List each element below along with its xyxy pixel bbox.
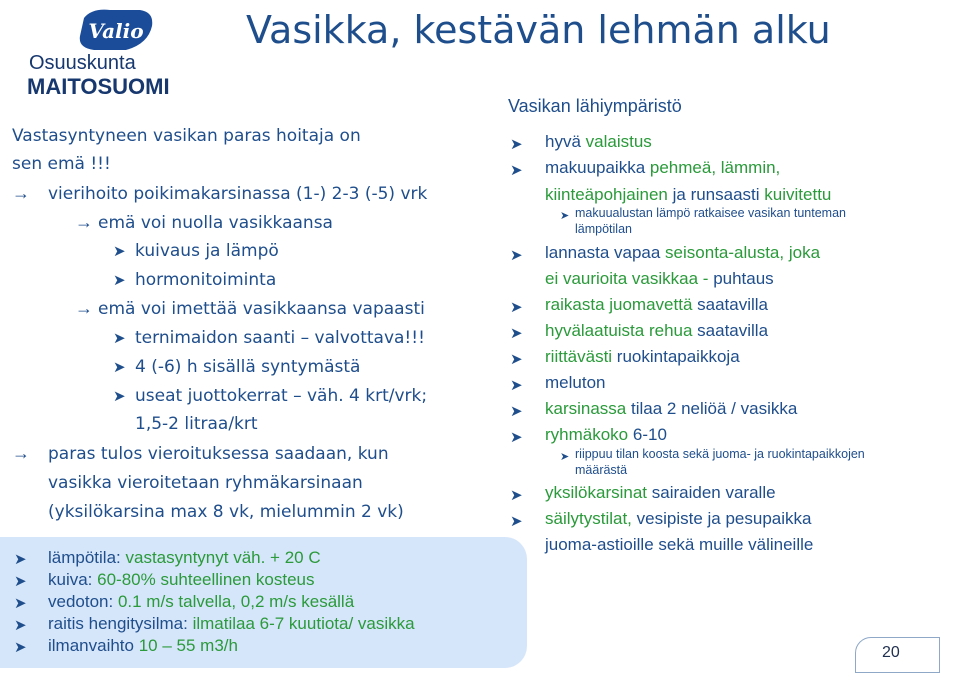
logo-osuuskunta: Osuuskunta xyxy=(29,52,136,74)
bullet-icon: ➤ xyxy=(560,210,570,222)
right-line-4: raikasta juomavettä saatavilla xyxy=(545,295,769,314)
arrow-icon: → xyxy=(12,443,30,463)
page-number: 20 xyxy=(882,644,900,661)
left-line-5: emä voi imettää vasikkaansa vapaasti xyxy=(98,299,425,319)
right-line-10: yksilökarsinat sairaiden varalle xyxy=(545,483,776,502)
arrow-icon: → xyxy=(12,183,30,203)
bullet-icon: ➤ xyxy=(113,243,126,260)
left-line-6: ternimaidon saanti – valvottava!!! xyxy=(135,328,425,348)
left-line-2: emä voi nuolla vasikkaansa xyxy=(98,213,333,233)
bullet-icon: ➤ xyxy=(14,639,27,656)
right-sub-2: riippuu tilan koosta sekä juoma- ja ruokintapaikkojen xyxy=(575,447,865,461)
intro-line-2: sen emä !!! xyxy=(12,154,111,174)
bullet-icon: ➤ xyxy=(113,359,126,376)
right-line-11b: juoma-astioille sekä muille välineille xyxy=(545,535,814,554)
bullet-icon: ➤ xyxy=(14,595,27,612)
left-line-12: (yksilökarsina max 8 vk, mielummin 2 vk) xyxy=(48,502,404,522)
bullet-icon: ➤ xyxy=(560,451,570,463)
right-sub-1: makuualustan lämpö ratkaisee vasikan tunteman xyxy=(575,206,846,220)
right-line-1: hyvä valaistus xyxy=(545,132,652,151)
right-line-3: lannasta vapaa seisonta-alusta, joka xyxy=(545,243,821,262)
bullet-icon: ➤ xyxy=(510,429,523,446)
right-sub-1b: lämpötilan xyxy=(575,222,632,236)
left-line-7: 4 (-6) h sisällä syntymästä xyxy=(135,357,361,377)
bullet-icon: ➤ xyxy=(510,513,523,530)
right-sub-2b: määrästä xyxy=(575,463,628,477)
intro-line-1: Vastasyntyneen vasikan paras hoitaja on xyxy=(12,126,361,146)
logo-brand: Valio xyxy=(88,19,144,43)
bullet-icon: ➤ xyxy=(113,388,126,405)
right-line-8: karsinassa tilaa 2 neliöä / vasikka xyxy=(545,399,798,418)
box-line-3: vedoton: 0.1 m/s talvella, 0,2 m/s kesällä xyxy=(48,592,355,611)
box-line-4: raitis hengitysilma: ilmatilaa 6-7 kuutiota/ vasikka xyxy=(48,614,415,633)
bullet-icon: ➤ xyxy=(510,487,523,504)
left-line-8: useat juottokerrat – väh. 4 krt/vrk; xyxy=(135,386,428,406)
left-line-10: paras tulos vieroituksessa saadaan, kun xyxy=(48,444,389,464)
box-line-5: ilmanvaihto 10 – 55 m3/h xyxy=(48,636,238,655)
right-line-9: ryhmäkoko 6-10 xyxy=(545,425,667,444)
page-title: Vasikka, kestävän lehmän alku xyxy=(246,8,831,52)
arrow-icon: → xyxy=(75,298,93,318)
bullet-icon: ➤ xyxy=(14,551,27,568)
bullet-icon: ➤ xyxy=(510,136,523,153)
bullet-icon: ➤ xyxy=(510,377,523,394)
bullet-icon: ➤ xyxy=(510,351,523,368)
bullet-icon: ➤ xyxy=(510,403,523,420)
right-line-11: säilytystilat, vesipiste ja pesupaikka xyxy=(545,509,812,528)
bullet-icon: ➤ xyxy=(14,617,27,634)
bullet-icon: ➤ xyxy=(510,299,523,316)
bullet-icon: ➤ xyxy=(510,325,523,342)
right-line-5: hyvälaatuista rehua saatavilla xyxy=(545,321,769,340)
bullet-icon: ➤ xyxy=(113,272,126,289)
right-line-2: makuupaikka pehmeä, lämmin, xyxy=(545,158,781,177)
right-heading: Vasikan lähiympäristö xyxy=(508,96,682,116)
right-line-3b: ei vaurioita vasikkaa - puhtaus xyxy=(545,269,774,288)
left-line-11: vasikka vieroitetaan ryhmäkarsinaan xyxy=(48,473,363,493)
bullet-icon: ➤ xyxy=(113,330,126,347)
right-line-7: meluton xyxy=(545,373,606,392)
left-line-1: vierihoito poikimakarsinassa (1-) 2-3 (-5) vrk xyxy=(48,184,428,204)
left-line-9: 1,5-2 litraa/krt xyxy=(135,414,258,434)
box-line-1: lämpötila: vastasyntynyt väh. + 20 C xyxy=(48,548,321,567)
bullet-icon: ➤ xyxy=(510,162,523,179)
bullet-icon: ➤ xyxy=(510,247,523,264)
left-line-4: hormonitoiminta xyxy=(135,270,277,290)
logo-maitosuomi: MAITOSUOMI xyxy=(27,74,170,99)
right-line-2b: kiinteäpohjainen ja runsaasti kuivitettu xyxy=(545,185,832,204)
arrow-icon: → xyxy=(75,212,93,232)
left-line-3: kuivaus ja lämpö xyxy=(135,241,279,261)
right-line-6: riittävästi ruokintapaikkoja xyxy=(545,347,740,366)
bullet-icon: ➤ xyxy=(14,573,27,590)
box-line-2: kuiva: 60-80% suhteellinen kosteus xyxy=(48,570,315,589)
